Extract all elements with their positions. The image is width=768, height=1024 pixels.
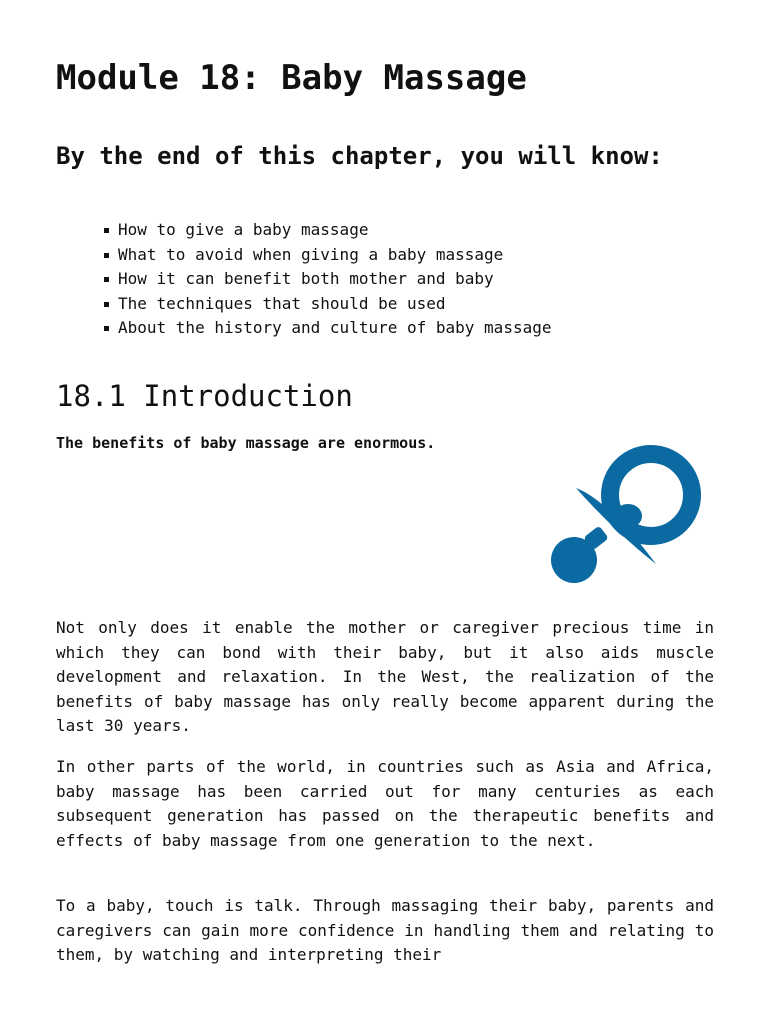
- objectives-list: [104, 218, 551, 341]
- bullet-icon: [104, 302, 109, 307]
- body-paragraph: Not only does it enable the mother or caregiver precious time in which they can bond with their baby, but it also aids muscle development and relaxation. In the West, the realization of the benefits of baby massage has only really become apparent during the last 30 years.: [56, 618, 714, 735]
- objectives-heading: By the end of this chapter, you will know:: [56, 142, 663, 170]
- lead-sentence: The benefits of baby massage are enormous.: [56, 434, 436, 452]
- list-item-text: The techniques that should be used: [118, 293, 446, 313]
- list-item: [104, 243, 551, 268]
- list-item-text: What to avoid when giving a baby massage: [118, 244, 504, 264]
- pacifier-teat: [551, 537, 597, 583]
- module-title: Module 18: Baby Massage: [56, 58, 527, 98]
- list-item-text: About the history and culture of baby massage: [118, 318, 552, 338]
- pacifier-icon: [548, 438, 708, 590]
- section-heading: 18.1 Introduction: [56, 379, 353, 413]
- list-item: [104, 218, 551, 243]
- list-item: [104, 267, 551, 292]
- bullet-icon: [104, 326, 109, 331]
- body-paragraph: In other parts of the world, in countries such as Asia and Africa, baby massage has been carried out for many centuries as each subsequent generation has passed on the therapeutic benefits and effects of baby massage from one generation to the next.: [56, 757, 714, 850]
- list-item-text: How it can benefit both mother and baby: [118, 269, 494, 289]
- bullet-icon: [104, 228, 109, 233]
- bullet-icon: [104, 253, 109, 258]
- body-paragraph: To a baby, touch is talk. Through massaging their baby, parents and caregivers can gain more confidence in handling them and relating to them, by watching and interpreting their: [56, 896, 714, 964]
- bullet-icon: [104, 277, 109, 282]
- list-item-text: How to give a baby massage: [118, 220, 369, 239]
- pacifier-button: [614, 504, 642, 528]
- list-item: [104, 292, 551, 317]
- list-item: [104, 316, 551, 341]
